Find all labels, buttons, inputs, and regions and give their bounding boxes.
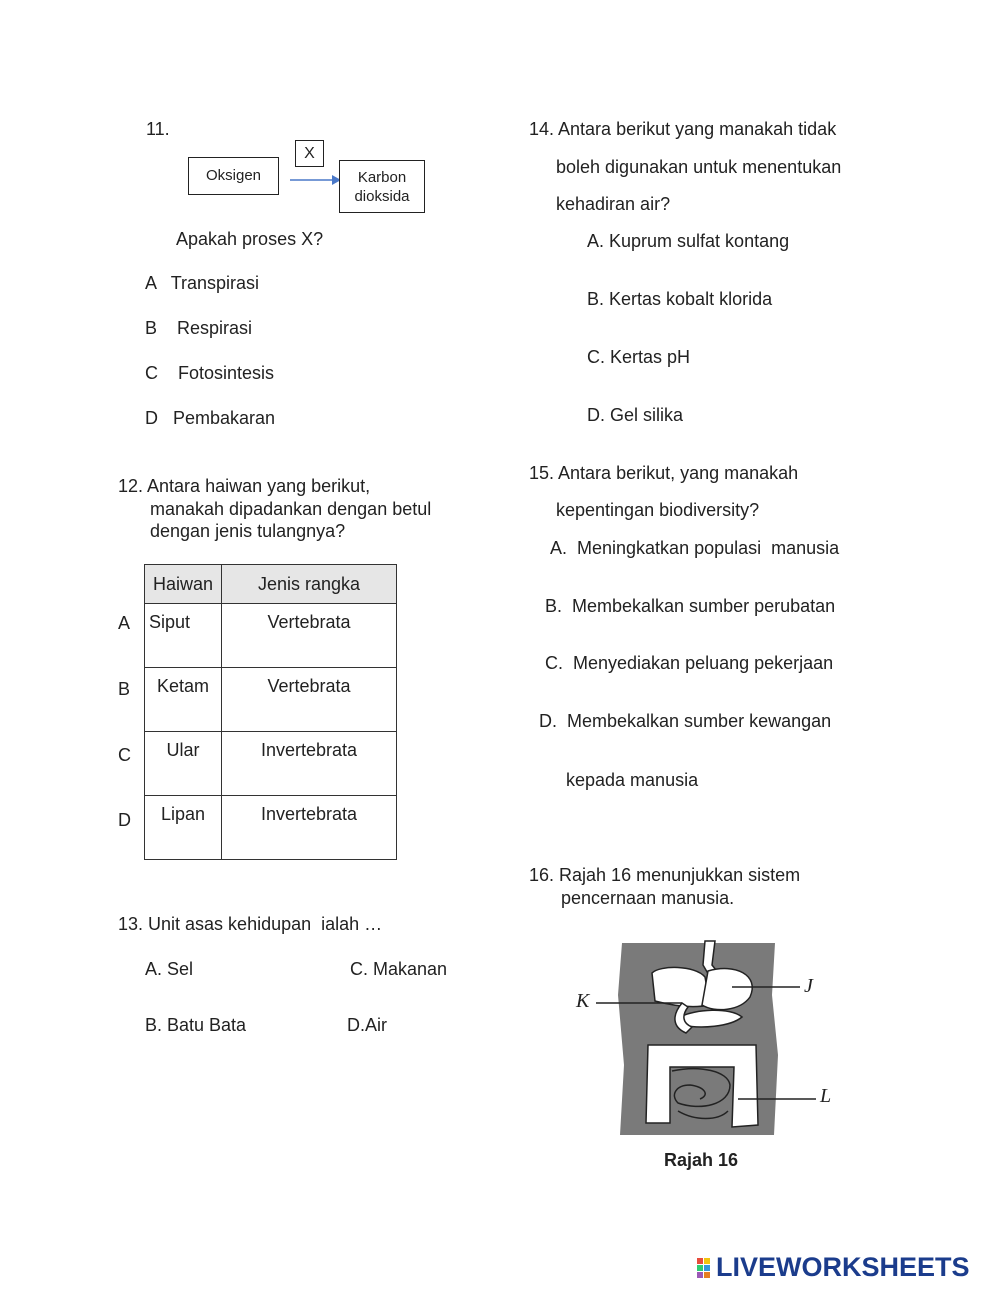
q12-row-letter-d: D [118, 810, 131, 830]
q14-option-b: B. Kertas kobalt klorida [587, 289, 773, 309]
table-row [145, 732, 397, 796]
q15-line2: kepentingan biodiversity? [556, 500, 760, 520]
q14-line1: 14. Antara berikut yang manakah tidak [529, 119, 837, 139]
q11-karbon-line2: dioksida [354, 188, 410, 205]
liveworksheets-logo-icon [697, 1258, 717, 1282]
table-row [145, 604, 397, 668]
cell-animal: Ular [145, 732, 222, 796]
cell-type: Invertebrata [222, 796, 397, 860]
cell-type: Vertebrata [222, 668, 397, 732]
header-haiwan: Haiwan [145, 565, 222, 604]
q12-line3: dengan jenis tulangnya? [150, 521, 346, 541]
q11-option-b: B Respirasi [145, 318, 253, 338]
digestive-system-diagram [560, 935, 850, 1145]
q11-option-d: D Pembakaran [145, 408, 276, 428]
q13-question: 13. Unit asas kehidupan ialah … [118, 914, 383, 934]
cell-type: Vertebrata [222, 604, 397, 668]
q14-option-a: A. Kuprum sulfat kontang [587, 231, 790, 251]
q11-arrow-icon [288, 172, 342, 188]
cell-type: Invertebrata [222, 732, 397, 796]
q14-option-d: D. Gel silika [587, 405, 684, 425]
q16-label-l: L [820, 1085, 832, 1107]
q15-option-d-continued: kepada manusia [566, 770, 699, 790]
q12-row-letter-b: B [118, 679, 131, 699]
table-row [145, 796, 397, 860]
q11-question: Apakah proses X? [176, 229, 324, 249]
q16-caption: Rajah 16 [664, 1150, 739, 1170]
q15-line1: 15. Antara berikut, yang manakah [529, 463, 799, 483]
cell-animal: Ketam [145, 668, 222, 732]
q12-line1: 12. Antara haiwan yang berikut, [118, 476, 371, 496]
q13-option-d: D.Air [347, 1015, 387, 1035]
header-jenis-rangka: Jenis rangka [222, 565, 397, 604]
q12-line2: manakah dipadankan dengan betul [150, 499, 432, 519]
q15-option-b: B. Membekalkan sumber perubatan [545, 596, 836, 616]
q12-row-letter-a: A [118, 613, 131, 633]
table-header-row [145, 565, 397, 604]
q12-row-letter-c: C [118, 745, 131, 765]
q11-box-karbon [339, 160, 425, 213]
q11-option-c: C Fotosintesis [145, 363, 275, 383]
q13-option-b: B. Batu Bata [145, 1015, 247, 1035]
cell-animal: Lipan [145, 796, 222, 860]
q15-option-a: A. Meningkatkan populasi manusia [550, 538, 840, 558]
q11-option-a: A Transpirasi [145, 273, 260, 293]
q11-karbon-line1: Karbon [357, 169, 407, 186]
q12-table [144, 564, 397, 860]
q11-box-x: X [295, 140, 324, 167]
q16-label-j: J [804, 975, 813, 997]
cell-animal: Siput [145, 604, 222, 668]
q14-option-c: C. Kertas pH [587, 347, 691, 367]
q14-line3: kehadiran air? [556, 194, 671, 214]
q11-box-oksigen: Oksigen [188, 157, 279, 195]
table-row [145, 668, 397, 732]
q16-label-k: K [576, 990, 590, 1012]
q13-option-c: C. Makanan [350, 959, 448, 979]
q13-option-a: A. Sel [145, 959, 194, 979]
q16-line1: 16. Rajah 16 menunjukkan sistem [529, 865, 801, 885]
q15-option-c: C. Menyediakan peluang pekerjaan [545, 653, 834, 673]
q11-number: 11. [146, 119, 170, 139]
q16-line2: pencernaan manusia. [561, 888, 735, 908]
q15-option-d: D. Membekalkan sumber kewangan [539, 711, 832, 731]
q14-line2: boleh digunakan untuk menentukan [556, 157, 842, 177]
brand-logo[interactable]: LIVEWORKSHEETS [716, 1252, 970, 1282]
